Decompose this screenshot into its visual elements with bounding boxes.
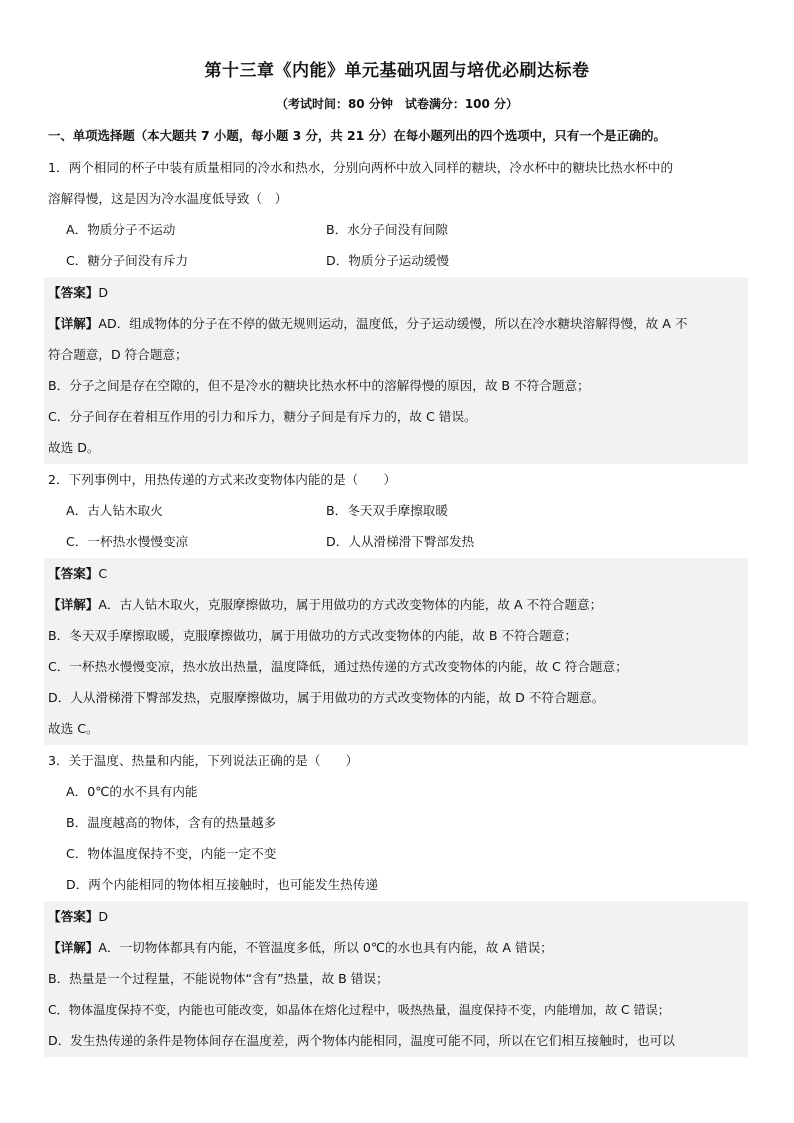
q3-option-d: D．两个内能相同的物体相互接触时，也可能发生热传递 [66,877,378,892]
q2-option-a: A．古人钻木取火 [66,503,163,518]
answer-label: 【答案】 [48,285,99,300]
q1-detail-2: 符合题意，D 符合题意； [48,347,188,362]
q3-option-a: A．0℃的水不具有内能 [66,784,198,799]
q2-option-b: B．冬天双手摩擦取暖 [326,503,448,518]
page-title: 第十三章《内能》单元基础巩固与培优必刷达标卷 [204,61,590,81]
q2-detail-5: 故选 C。 [48,721,99,736]
q3-option-c: C．物体温度保持不变，内能一定不变 [66,846,277,861]
answer-label: 【答案】 [48,909,99,924]
q3-detail-4: D．发生热传递的条件是物体间存在温度差，两个物体内能相同，温度可能不同，所以在它们相互接触时，也可以 [48,1033,675,1048]
answer-value: D [98,285,109,300]
q1-stem-line-2: 溶解得慢，这是因为冷水温度低导致（ ） [48,191,288,206]
q3-stem: 3．关于温度、热量和内能，下列说法正确的是（ ） [48,753,359,768]
q2-answer [48,564,107,584]
q1-option-a: A．物质分子不运动 [66,222,176,237]
q2-answer-box [44,558,748,745]
q1-answer-box [44,277,748,464]
q2-option-d: D．人从滑梯滑下臀部发热 [326,534,475,549]
q1-detail-1: 【详解】AD．组成物体的分子在不停的做无规则运动，温度低，分子运动缓慢，所以在冷水糖块溶解得慢，故 A 不 [48,316,688,331]
detail-label: 【详解】 [48,597,99,612]
q3-answer-box [44,901,748,1057]
q1-stem-line-1: 1．两个相同的杯子中装有质量相同的冷水和热水，分别向两杯中放入同样的糖块，冷水杯中的糖块比热水杯中的 [48,160,674,175]
q3-detail-2: B．热量是一个过程量，不能说物体“含有”热量，故 B 错误； [48,971,389,986]
q2-detail-3: C．一杯热水慢慢变凉，热水放出热量，温度降低，通过热传递的方式改变物体的内能，故 C 符合题意； [48,659,628,674]
q1-option-b: B．水分子间没有间隙 [326,222,448,237]
q3-answer [48,907,108,927]
q1-option-c: C．糖分子间没有斥力 [66,253,189,268]
q3-detail-1: 【详解】A．一切物体都具有内能，不管温度多低，所以 0℃的水也具有内能，故 A 错误； [48,940,553,955]
q3-detail-3: C．物体温度保持不变，内能也可能改变，如晶体在熔化过程中，吸热热量，温度保持不变，内能增加，故 C 错误； [48,1003,670,1017]
section-heading: 一、单项选择题（本大题共 7 小题，每小题 3 分，共 21 分）在每小题列出的四个选项中，只有一个是正确的。 [48,128,666,143]
q1-detail-3: B．分子之间是存在空隙的，但不是冷水的糖块比热水杯中的溶解得慢的原因，故 B 不符合题意； [48,378,590,393]
answer-label: 【答案】 [48,566,99,581]
q1-option-d: D．物质分子运动缓慢 [326,253,450,268]
answer-value: D [98,909,109,924]
q2-stem: 2．下列事例中，用热传递的方式来改变物体内能的是（ ） [48,472,397,487]
detail-label: 【详解】 [48,940,99,955]
q3-option-b: B．温度越高的物体，含有的热量越多 [66,815,277,830]
detail-label: 【详解】 [48,316,99,331]
q2-option-c: C．一杯热水慢慢变凉 [66,534,189,549]
exam-info: （考试时间：80 分钟 试卷满分：100 分） [275,97,519,111]
q1-answer [48,283,108,303]
answer-value: C [98,566,108,581]
q2-detail-4: D．人从滑梯滑下臀部发热，克服摩擦做功，属于用做功的方式改变物体的内能，故 D 不符合题意。 [48,690,605,705]
q1-detail-5: 故选 D。 [48,440,100,455]
q2-detail-1: 【详解】A．古人钻木取火，克服摩擦做功，属于用做功的方式改变物体的内能，故 A 不符合题意； [48,597,603,612]
q1-detail-4: C．分子间存在着相互作用的引力和斥力，糖分子间是有斥力的，故 C 错误。 [48,409,477,424]
q2-detail-2: B．冬天双手摩擦取暖，克服摩擦做功，属于用做功的方式改变物体的内能，故 B 不符合题意； [48,628,578,643]
